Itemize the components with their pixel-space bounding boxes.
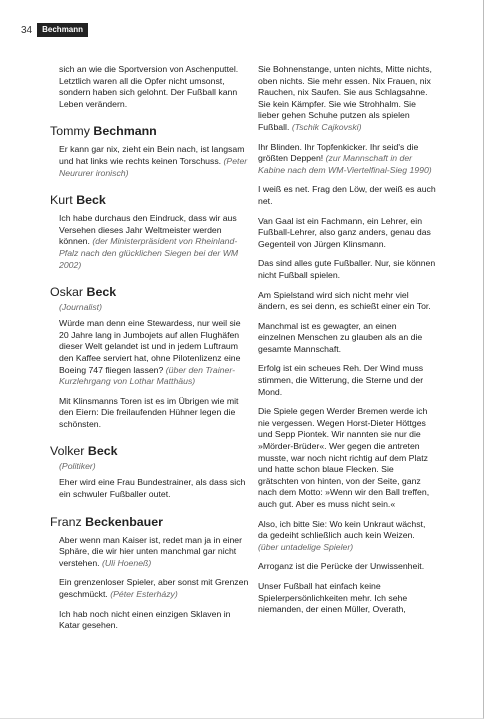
quote-text: Ein grenzenloser Spieler, aber sonst mit Grenzen geschmückt. bbox=[59, 577, 249, 600]
last-name: Beck bbox=[76, 193, 106, 208]
first-name: Franz bbox=[50, 514, 82, 529]
person-name bbox=[50, 444, 250, 459]
left-column bbox=[50, 64, 250, 640]
page-header bbox=[21, 23, 88, 37]
person-name bbox=[50, 515, 250, 530]
quote-source: (über den Trainer-Kurzlehrgang von Lothar Matthäus) bbox=[59, 364, 235, 387]
last-name: Bechmann bbox=[93, 124, 157, 139]
quote-paragraph bbox=[258, 321, 436, 356]
quote-text: Erfolg ist ein scheues Reh. Der Wind muss stimmen, die Witterung, die Sterne und der Mond. bbox=[258, 363, 424, 397]
quote-text: Die Spiele gegen Werder Bremen werde ich nie vergessen. Wegen Horst-Dieter Höttges und Sepp Piontek. Wir nannten sie nur die »Mörder-Brüder«. Wer gegen die antreten musste, war noch nicht richtig auf dem Platz und hatte schon blaue Flecken. Sie grätschten von hinten, von der Seite, ganz nach dem Motto: »Wenn wir den Ball treffen, auch gut. Aber es muss nicht sein.« bbox=[258, 406, 430, 509]
quote-text: Das sind alles gute Fußballer. Nur, sie können nicht Fußball spielen. bbox=[258, 258, 436, 280]
person-role: (Journalist) bbox=[59, 302, 102, 313]
quote-paragraph bbox=[258, 561, 436, 573]
quote-paragraph bbox=[258, 519, 436, 554]
quote-text: Manchmal ist es gewagter, an einen einzelnen Menschen zu glauben als an die gesamte Mannschaft. bbox=[258, 320, 423, 354]
quote-text: Eher wird eine Frau Bundestrainer, als dass sich ein schwuler Fußballer outet. bbox=[59, 477, 246, 500]
quote-paragraph bbox=[50, 318, 250, 388]
quote-text: Arroganz ist die Perücke der Unwissenheit. bbox=[258, 561, 425, 572]
quote-text: Mit Klinsmanns Toren ist es im Übrigen wie mit den Eiern: Die freilaufenden Hühner legen die schönsten. bbox=[59, 395, 239, 429]
quote-paragraph bbox=[50, 535, 250, 570]
quote-source: (der Ministerpräsident von Rheinland-Pfalz nach den glücklichen Siegen bei der WM 2002) bbox=[59, 236, 239, 270]
right-column bbox=[258, 64, 436, 624]
last-name: Beckenbauer bbox=[85, 514, 163, 529]
quote-paragraph bbox=[258, 64, 436, 134]
quote-text: Also, ich bitte Sie: Wo kein Unkraut wächst, da gedeiht schließlich auch kein Weizen. bbox=[258, 518, 426, 541]
quote-text: Aber wenn man Kaiser ist, redet man ja in einer Sphäre, die wir hier unten manchmal gar nicht verstehen. bbox=[59, 534, 243, 568]
left-entries bbox=[50, 124, 250, 631]
last-name: Beck bbox=[87, 444, 118, 459]
quote-text: I weiß es net. Frag den Löw, der weiß es auch net. bbox=[258, 184, 436, 206]
page-number: 34 bbox=[21, 24, 33, 36]
quote-text: Unser Fußball hat einfach keine Spielerpersönlichkeiten mehr. Ich sehe niemanden, der einen Müller, Overath, bbox=[258, 580, 408, 615]
first-name: Oskar bbox=[50, 285, 84, 300]
quote-source: (zur Mannschaft in der Kabine nach dem WM-Viertelfinal-Sieg 1990) bbox=[258, 153, 432, 175]
quote-paragraph bbox=[258, 290, 436, 313]
quote-paragraph bbox=[50, 609, 250, 632]
quote-text: Ich hab noch nicht einen einzigen Sklaven in Katar gesehen. bbox=[59, 608, 231, 631]
quote-text: Er kann gar nix, zieht ein Bein nach, ist langsam und hat links wie rechts keinen Torschuss. bbox=[59, 144, 245, 166]
quote-source: (Tschik Cajkovski) bbox=[291, 121, 362, 132]
person-role: (Politiker) bbox=[59, 461, 96, 472]
quote-text: Würde man denn eine Stewardess, nur weil sie 20 Jahre lang in Jumbojets auf allen Flughäfen dieser Welt gelandet ist und in jedem Luftraum den Kaffee serviert hat, ohne Pilotenlizenz eine Boeing 747 fliegen lassen? bbox=[59, 318, 241, 375]
quote-paragraph bbox=[258, 406, 436, 510]
intro-paragraph: sich an wie die Sportversion von Aschenputtel. Letztlich waren all die Opfer nicht umsonst, sondern haben sich gelohnt. Der Fußball kann Leben verändern. bbox=[59, 64, 239, 109]
quote-paragraph bbox=[50, 213, 250, 271]
first-name: Tommy bbox=[50, 124, 90, 139]
quote-paragraph bbox=[258, 363, 436, 398]
last-name: Beck bbox=[86, 285, 117, 300]
quote-paragraph bbox=[258, 581, 436, 616]
quote-text: Am Spielstand wird sich nicht mehr viel ändern, es sei denn, es schießt einer ein Tor. bbox=[258, 289, 431, 312]
quote-paragraph bbox=[50, 477, 250, 500]
quote-text: Ihr Blinden. Ihr Topfenkicker. Ihr seid's die größten Deppen! bbox=[258, 141, 419, 164]
quote-paragraph bbox=[50, 577, 250, 600]
quote-paragraph bbox=[50, 396, 250, 431]
quote-source: (Peter Neururer ironisch) bbox=[59, 155, 248, 178]
person-name bbox=[50, 124, 250, 139]
quote-text: Van Gaal ist ein Fachmann, ein Lehrer, ein Fußball-Lehrer, also ganz anders, genau das Gegenteil von Jürgen Klinsmann. bbox=[258, 215, 431, 249]
quote-paragraph bbox=[50, 144, 250, 179]
quote-paragraph bbox=[258, 216, 436, 251]
first-name: Volker bbox=[50, 444, 85, 459]
quote-paragraph bbox=[258, 184, 436, 207]
person-name bbox=[50, 193, 250, 208]
person-name bbox=[50, 285, 250, 300]
quote-paragraph bbox=[258, 142, 436, 177]
first-name: Kurt bbox=[50, 193, 73, 208]
quote-paragraph bbox=[258, 258, 436, 281]
section-tag: Bechmann bbox=[37, 23, 88, 37]
quote-source: (über untadelige Spieler) bbox=[258, 541, 354, 552]
quote-source: (Péter Esterházy) bbox=[110, 589, 178, 600]
quote-text: Sie Bohnenstange, unten nichts, Mitte nichts, oben nichts. Sie mehr essen. Nix Frauen, nix Rauchen, nix Saufen. Sie aus Schlagsahne. Sie kein Kämpfer. Sie wie Strohhalm. Sie lieber gehen Schuhe putzen als spielen Fußball. bbox=[258, 64, 432, 132]
quote-source: (Uli Hoeneß) bbox=[102, 557, 152, 568]
quote-text: Ich habe durchaus den Eindruck, dass wir aus Versehen dieses Jahr Weltmeister werden können. bbox=[59, 213, 237, 247]
